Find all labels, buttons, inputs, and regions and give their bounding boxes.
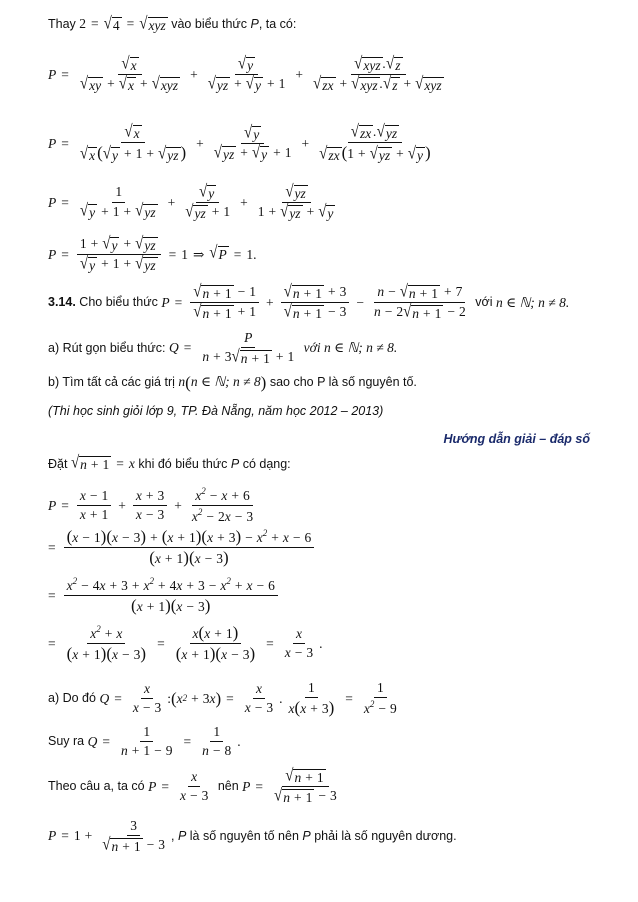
conclude-prefix: Suy ra (48, 734, 85, 749)
last-comma: , (170, 828, 175, 843)
problem-intro: Cho biểu thức (79, 295, 158, 310)
problem-number: 3.14. (48, 295, 76, 310)
domain-cond: n ∈ ℕ; n ≠ 8. (496, 294, 570, 310)
last-text-2: phải là số nguyên dương. (314, 828, 457, 843)
equation-3: P = 1 √ y + 1 + √ yz + √ y √ yz + 1 + √ yz 1 + √ yz + √ y (48, 182, 334, 221)
solution-conclude: Suy ra Q = $\frac{1}{n + 1 - 9}$ = $\frac{1}{n - 8}$ . (48, 724, 241, 759)
problem-3-14: 3.14. Cho biểu thức P = √ n + 1 − 1 √ n + 1 + 1 + √ n + 1 + 3 √ n + 1 − 3 − n − √ n + 1 + 7 n − 2 √ n + 1 − 2 với n ∈ ℕ; n ≠ 8. (48, 282, 570, 321)
solution-part-a: a) Do đó Q = $\frac{x}{x - 3}$ : ( x 2 + 3 x ) = $\frac{x}{x - 3}$ . $\frac{1}{x(x + 3)}$ = $\frac{1}{x^2 - 9}$ (48, 680, 397, 718)
sol-b-prefix: Theo câu a, ta có (48, 779, 145, 794)
domain-text: với (475, 295, 493, 310)
substitution-line: Thay 2 = √ 4 = √ xyz vào biểu thức P , ta có: (48, 14, 297, 33)
solution-heading: Hướng dẫn giải – đáp số (443, 432, 590, 446)
solution-last: P = 1 + 3 √ n + 1 − 3 , P là số nguyên tố nên P phải là số nguyên dương. (48, 818, 457, 854)
var-p: P (250, 17, 259, 32)
text-ta-co: , ta có: (258, 17, 297, 32)
equation-4: P = 1 + √ y + √ yz √ y + 1 + √ yz = 1 ⇒ √ P = 1. (48, 234, 257, 273)
part-a-domain: với n ∈ ℕ; n ≠ 8. (303, 340, 398, 356)
part-a-text: a) Rút gọn biểu thức: (48, 340, 166, 355)
set-prefix: Đặt (48, 456, 68, 471)
text-vao-bieu-thuc: vào biểu thức (171, 17, 248, 32)
last-var: P (177, 828, 187, 843)
solution-equation-3: = $\frac{x^2 - 4x + 3 + x^2 + 4x + 3 - x^2 + x - 6}{(x + 1)(x - 3)}$ (48, 576, 281, 615)
set-suffix: khi đó biểu thức (138, 456, 228, 471)
substitution-set: Đặt √ n + 1 = x khi đó biểu thức P có dạng: (48, 453, 291, 473)
equation-2: P = √ x √ x ( √ y + 1 + √ yz ) + √ y √ yz + √ y + 1 + √ zx . √ yz √ zx (1 + √ yz + √ y ) (48, 122, 431, 163)
set-tail: có dạng: (242, 456, 291, 471)
solution-equation-1: P = $\frac{x - 1}{x + 1}$ + $\frac{x + 3}{x - 3}$ + $\frac{x^2 - x + 6}{x^2 - 2x - 3}$ (48, 486, 254, 525)
solution-equation-2: = $\frac{(x - 1)(x - 3) + (x + 1)(x + 3) - x^2 + x - 6}{(x + 1)(x - 3)}$ (48, 528, 317, 567)
part-b-suffix: sao cho P là số nguyên tố. (269, 375, 417, 389)
problem-part-a: a) Rút gọn biểu thức: Q = P n + 3 √ n + 1 + 1 với n ∈ ℕ; n ≠ 8. (48, 330, 398, 366)
sol-b-mid: nên (217, 779, 239, 794)
problem-source: (Thi học sinh giỏi lớp 9, TP. Đà Nẵng, năm học 2012 – 2013) (48, 404, 384, 418)
set-var: P (230, 456, 240, 471)
sol-a-prefix: a) Do đó (48, 691, 96, 706)
solution-part-b: Theo câu a, ta có P = $\frac{x}{x - 3}$ nên P = √ n + 1 √ n + 1 − 3 (48, 766, 337, 805)
text-thay: Thay (48, 17, 76, 32)
equation-1: P = √ x √ xy + √ x + √ xyz + √ y √ yz + √ y + 1 + √ xyz . √ z √ zx + √ xyz . √ z + √ xyz (48, 54, 442, 93)
part-b-prefix: b) Tìm tất cả các giá trị (48, 375, 175, 389)
last-var2: P (302, 828, 311, 843)
solution-equation-4: = $\frac{x^2 + x}{(x + 1)(x - 3)}$ = $\frac{x(x + 1)}{(x + 1)(x - 3)}$ = $\frac{x}{x - 3}$ . (48, 623, 323, 664)
problem-part-b: b) Tìm tất cả các giá trị n ( n ∈ ℕ; n ≠ 8 ) sao cho P là số nguyên tố. (48, 373, 417, 392)
last-text-1: là số nguyên tố nên (189, 828, 299, 843)
